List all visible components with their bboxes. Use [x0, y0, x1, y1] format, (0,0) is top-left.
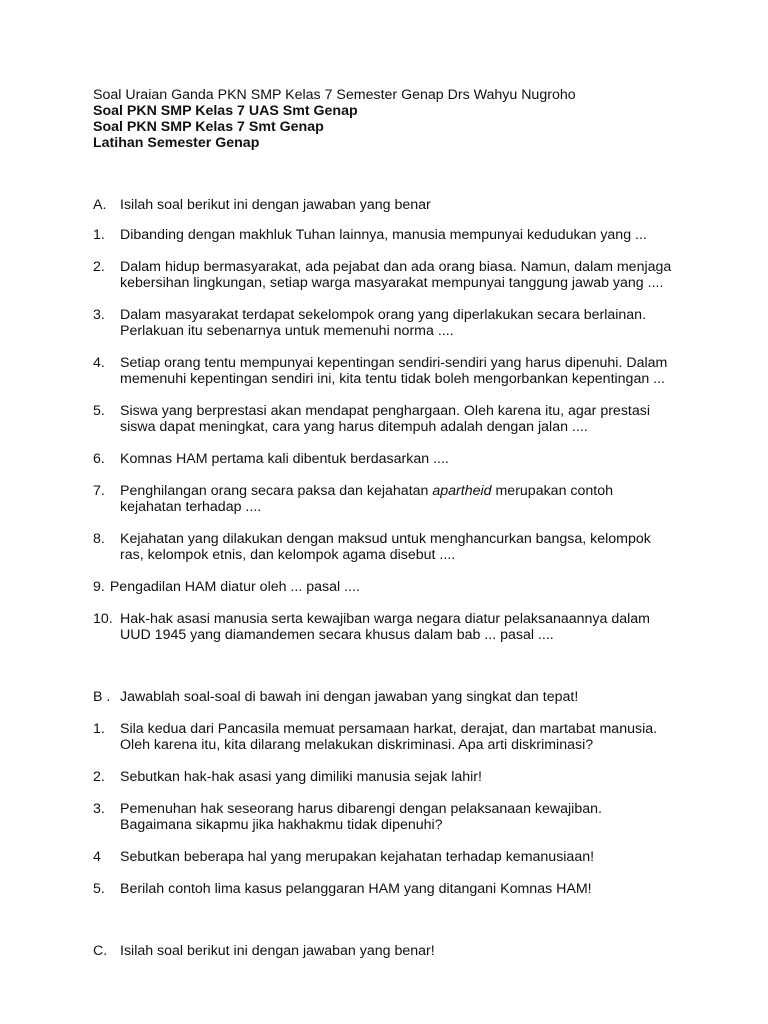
question-text: Hak-hak asasi manusia serta kewajiban warga negara diatur pelaksanaannya dalam: [120, 611, 650, 627]
question-text: kebersihan lingkungan, setiap warga masyarakat mempunyai tanggung jawab yang ....: [120, 275, 664, 291]
question-text-part: Penghilangan orang secara paksa dan kejahatan: [120, 483, 433, 499]
question-a-9: [93, 579, 693, 595]
question-a-2: [93, 259, 693, 291]
question-number: 9.: [93, 579, 105, 595]
question-text: Kejahatan yang dilakukan dengan maksud untuk menghancurkan bangsa, kelompok: [120, 531, 651, 547]
question-number: 6.: [93, 451, 105, 467]
question-number: 8.: [93, 531, 105, 547]
question-text: Sebutkan hak-hak asasi yang dimiliki manusia sejak lahir!: [120, 769, 482, 785]
section-b-heading: [93, 689, 693, 705]
question-a-10: [93, 611, 693, 643]
section-c-instruction: Isilah soal berikut ini dengan jawaban yang benar!: [120, 943, 435, 959]
question-b-5: [93, 881, 693, 897]
question-text: Bagaimana sikapmu jika hakhakmu tidak dipenuhi?: [120, 817, 443, 833]
question-text: ras, kelompok etnis, dan kelompok agama disebut ....: [120, 547, 456, 563]
document-page: [93, 87, 693, 959]
section-a-letter: A.: [93, 197, 107, 213]
header-line-2: Soal PKN SMP Kelas 7 UAS Smt Genap: [93, 103, 358, 119]
question-text: UUD 1945 yang diamandemen secara khusus dalam bab ... pasal ....: [120, 627, 554, 643]
question-text: Siswa yang berprestasi akan mendapat penghargaan. Oleh karena itu, agar prestasi: [120, 403, 650, 419]
question-number: 3.: [93, 307, 105, 323]
question-text: [120, 483, 693, 499]
question-text: Perlakuan itu sebenarnya untuk memenuhi norma ....: [120, 323, 454, 339]
question-text-part: merupakan contoh: [491, 483, 614, 499]
question-number: 4.: [93, 355, 105, 371]
question-a-3: [93, 307, 693, 339]
section-c-heading: [93, 943, 693, 959]
section-a-heading: [93, 197, 693, 213]
question-text: Dalam hidup bermasyarakat, ada pejabat dan ada orang biasa. Namun, dalam menjaga: [120, 259, 672, 275]
question-text: Dalam masyarakat terdapat sekelompok orang yang diperlakukan secara berlainan.: [120, 307, 647, 323]
question-text: memenuhi kepentingan sendiri ini, kita tentu tidak boleh mengorbankan kepentingan ...: [120, 371, 665, 387]
question-text: Dibanding dengan makhluk Tuhan lainnya, manusia mempunyai kedudukan yang ...: [120, 227, 647, 243]
section-c-letter: C.: [93, 943, 108, 959]
document-header: [93, 87, 693, 151]
header-line-1: Soal Uraian Ganda PKN SMP Kelas 7 Semester Genap Drs Wahyu Nugroho: [93, 87, 576, 103]
question-text: kejahatan terhadap ....: [120, 499, 262, 515]
question-number: 5.: [93, 881, 105, 897]
italic-term: apartheid: [432, 483, 492, 499]
question-text: Berilah contoh lima kasus pelanggaran HAM yang ditangani Komnas HAM!: [120, 881, 592, 897]
question-text: Sila kedua dari Pancasila memuat persamaan harkat, derajat, dan martabat manusia.: [120, 721, 658, 737]
question-number: 1.: [93, 227, 105, 243]
question-number: 10.: [93, 611, 113, 627]
question-text: Pemenuhan hak seseorang harus dibarengi dengan pelaksanaan kewajiban.: [120, 801, 602, 817]
question-a-5: [93, 403, 693, 435]
question-text: Oleh karena itu, kita dilarang melakukan diskriminasi. Apa arti diskriminasi?: [120, 737, 594, 753]
question-b-2: [93, 769, 693, 785]
question-b-3: [93, 801, 693, 833]
question-number: 5.: [93, 403, 105, 419]
header-line-3: Soal PKN SMP Kelas 7 Smt Genap: [93, 119, 324, 135]
question-number: 4: [93, 849, 101, 865]
section-b-letter: B .: [93, 689, 111, 705]
question-text: Komnas HAM pertama kali dibentuk berdasarkan ....: [120, 451, 449, 467]
question-number: 7.: [93, 483, 105, 499]
question-a-4: [93, 355, 693, 387]
question-a-7: [93, 483, 693, 515]
question-a-8: [93, 531, 693, 563]
question-text: Setiap orang tentu mempunyai kepentingan sendiri-sendiri yang harus dipenuhi. Dalam: [120, 355, 668, 371]
question-text: siswa dapat meningkat, cara yang harus ditempuh adalah dengan jalan ....: [120, 419, 588, 435]
question-number: 3.: [93, 801, 105, 817]
question-number: 1.: [93, 721, 105, 737]
question-a-6: [93, 451, 693, 467]
question-text: Pengadilan HAM diatur oleh ... pasal ....: [109, 579, 360, 595]
section-b-instruction: Jawablah soal-soal di bawah ini dengan jawaban yang singkat dan tepat!: [120, 689, 579, 705]
question-b-4: [93, 849, 693, 865]
question-a-1: [93, 227, 693, 243]
question-text: Sebutkan beberapa hal yang merupakan kejahatan terhadap kemanusiaan!: [120, 849, 595, 865]
header-line-4: Latihan Semester Genap: [93, 135, 260, 151]
question-number: 2.: [93, 259, 105, 275]
question-number: 2.: [93, 769, 105, 785]
question-b-1: [93, 721, 693, 753]
section-a-instruction: Isilah soal berikut ini dengan jawaban yang benar: [120, 197, 431, 213]
